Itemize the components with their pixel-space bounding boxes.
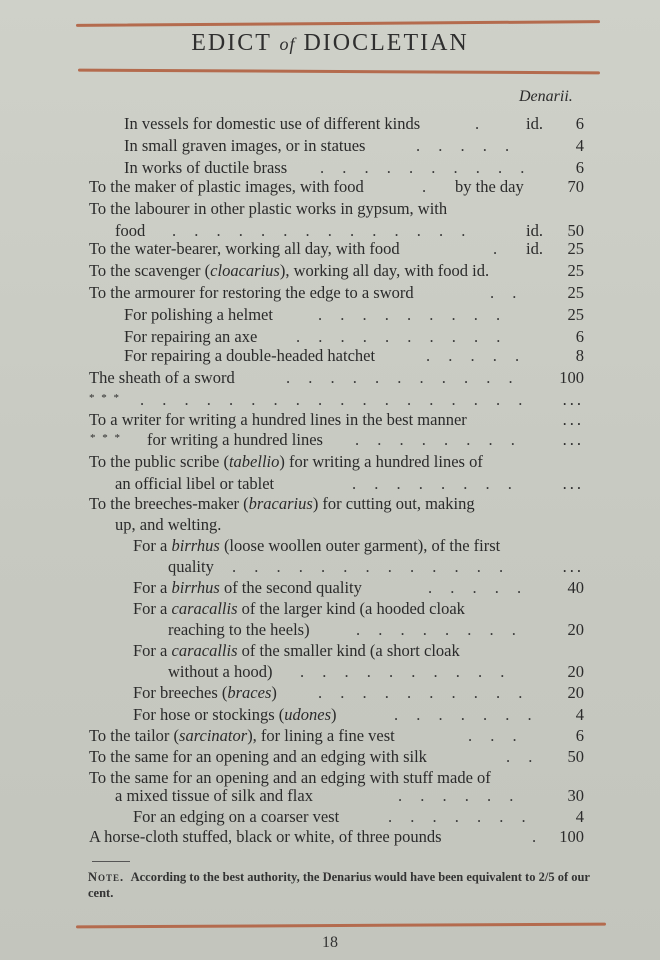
footnote-text: According to the best authority, the Denarius would have been equivalent to 2/5 of our cent.: [88, 870, 590, 900]
price-row: To the public scribe (tabellio) for writing a hundred lines of: [89, 452, 483, 471]
page-header: [0, 30, 660, 57]
footnote-rule: [92, 861, 130, 862]
price-row: To the breeches-maker (bracarius) for cutting out, making: [89, 494, 475, 513]
price-row: * * * for writing a hundred lines . . . . . . . . ...: [90, 430, 584, 449]
price-row: . . . . . . . . . . For breeches (braces) 20: [133, 683, 584, 702]
top-ornament-rule: [76, 20, 600, 27]
price-row: For a birrhus (loose woollen outer garment), of the first: [133, 536, 501, 555]
price-row: * * * . . . . . . . . . . . . . . . . . . ...: [89, 390, 584, 409]
price-row: . A horse-cloth stuffed, black or white, of three pounds 100: [89, 827, 584, 846]
footnote: [88, 869, 593, 901]
price-row: To the labourer in other plastic works in gypsum, with: [89, 199, 448, 218]
price-row: . . . . . For a birrhus of the second quality 40: [133, 578, 584, 597]
price-row: . . . . . . . . . For polishing a helmet 25: [124, 305, 584, 324]
price-row: For a caracallis of the larger kind (a hooded cloak: [133, 599, 465, 618]
price-row: . . . . . . . . . . without a hood) 20: [168, 662, 584, 681]
denarii-column-heading: Denarii.: [519, 88, 573, 105]
price-row: . . . . . . . . . . In works of ductile brass 6: [124, 158, 584, 177]
price-row: To a writer for writing a hundred lines in the best manner ...: [89, 410, 584, 429]
price-row: . To the maker of plastic images, with food by the day 70: [89, 177, 584, 196]
price-row: . . . . . . . . an official libel or tablet ...: [115, 474, 584, 493]
header-underline-rule: [78, 69, 600, 75]
header-title-of: of: [279, 34, 296, 54]
price-row: . . . . . . . For an edging on a coarser vest 4: [133, 807, 584, 826]
price-row: . . To the same for an opening and an edging with silk 50: [89, 747, 584, 766]
price-row: up, and welting.: [115, 515, 222, 534]
bottom-ornament-rule: [76, 923, 606, 929]
price-row: . . . . . . . . reaching to the heels) 20: [168, 620, 584, 639]
price-row: . . . . . . . For hose or stockings (udones) 4: [133, 705, 584, 724]
price-row: For a caracallis of the smaller kind (a short cloak: [133, 641, 460, 660]
price-row: . . To the armourer for restoring the edge to a sword 25: [89, 283, 584, 302]
price-row: . . . . . In small graven images, or in statues 4: [124, 136, 584, 155]
footnote-label: Note.: [88, 870, 125, 884]
price-row: To the same for an opening and an edging with stuff made of: [89, 768, 491, 787]
price-row: To the scavenger (cloacarius), working all day, with food id. 25: [89, 261, 584, 280]
price-row: . To the water-bearer, working all day, with food id. 25: [89, 239, 584, 258]
price-row: . . . . . . a mixed tissue of silk and flax 30: [115, 786, 584, 805]
price-row: . . . . . . . . . . . . . quality ...: [168, 557, 584, 576]
price-row: . In vessels for domestic use of different kinds id. 6: [124, 114, 584, 133]
price-row: . . . . . . . . . . . The sheath of a sword 100: [89, 368, 584, 387]
price-row: . . . To the tailor (sarcinator), for lining a fine vest 6: [89, 726, 584, 745]
price-row: . . . . . . . . . . For repairing an axe 6: [124, 327, 584, 346]
price-row: . . . . . For repairing a double-headed hatchet 8: [124, 346, 584, 365]
price-row: . . . . . . . . . . . . . . food id. 50: [115, 221, 584, 240]
header-title-diocletian: DIOCLETIAN: [303, 30, 469, 56]
page-number: 18: [322, 934, 338, 951]
header-title-edict: EDICT: [191, 30, 272, 56]
